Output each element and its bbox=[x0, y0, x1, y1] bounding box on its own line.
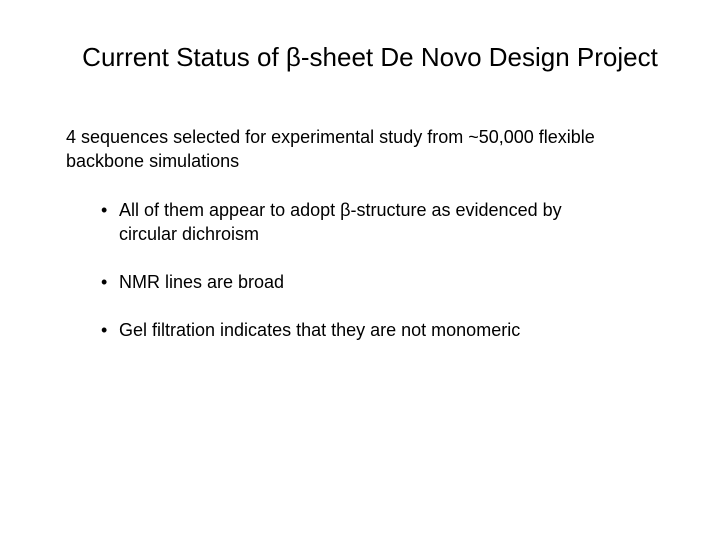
bullet-text: NMR lines are broad bbox=[119, 272, 285, 292]
intro-text: 4 sequences selected for experimental study from ~50,000 flexible backbone simulations bbox=[66, 127, 595, 171]
bullet-marker: • bbox=[101, 272, 108, 292]
bullet-marker: • bbox=[101, 200, 108, 220]
bullet-list bbox=[101, 198, 621, 342]
bullet-marker: • bbox=[101, 320, 108, 340]
bullet-item bbox=[101, 318, 621, 342]
slide-title: Current Status of β-sheet De Novo Design Project bbox=[82, 42, 658, 72]
bullet-item bbox=[101, 198, 621, 246]
bullet-text: All of them appear to adopt β-structure as evidenced by circular dichroism bbox=[119, 200, 562, 244]
bullet-text: Gel filtration indicates that they are not monomeric bbox=[119, 320, 521, 340]
bullet-item bbox=[101, 270, 621, 294]
